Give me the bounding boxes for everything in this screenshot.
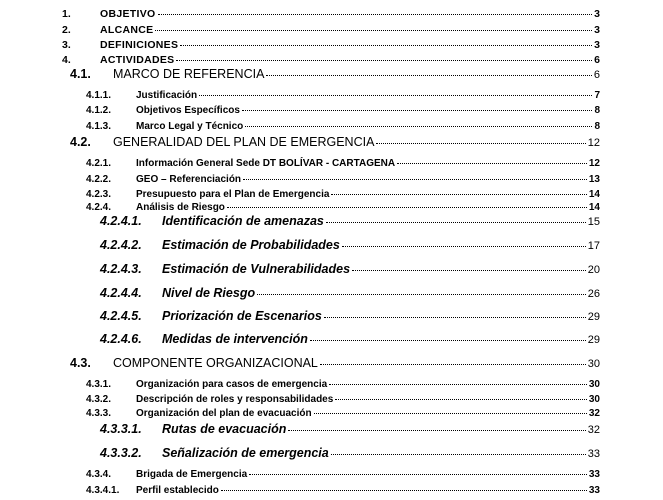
- dot-leader: [227, 207, 587, 208]
- toc-entry-page-number: 30: [588, 379, 600, 390]
- toc-entry[interactable]: [86, 408, 600, 419]
- toc-entry-title[interactable]: Priorización de Escenarios: [162, 309, 322, 323]
- dot-leader: [180, 45, 592, 46]
- toc-entry-page-number: 26: [587, 288, 600, 300]
- toc-entry-number: 4.2.4.3.: [100, 262, 142, 276]
- toc-entry-number: 4.3.4.1.: [86, 485, 120, 496]
- toc-entry-page-number: 33: [588, 485, 600, 496]
- toc-entry-page-number: 6: [593, 69, 600, 81]
- toc-entry[interactable]: [86, 189, 600, 200]
- toc-entry-number: 2.: [62, 24, 71, 36]
- toc-entry-number: 4.2.4.6.: [100, 332, 142, 346]
- toc-entry-title[interactable]: DEFINICIONES: [100, 39, 179, 51]
- toc-entry[interactable]: [86, 121, 600, 132]
- toc-entry-number: 4.3.2.: [86, 394, 112, 405]
- toc-entry-page-number: 8: [594, 105, 600, 116]
- toc-entry-number: 4.2.4.1.: [100, 214, 142, 228]
- dot-leader: [314, 413, 587, 414]
- toc-entry-number: 4.3.: [70, 356, 91, 370]
- dot-leader: [331, 194, 586, 195]
- dot-leader: [324, 317, 586, 318]
- toc-entry[interactable]: [86, 105, 600, 116]
- dot-leader: [352, 270, 586, 271]
- toc-entry[interactable]: [86, 485, 600, 496]
- toc-entry[interactable]: [86, 90, 600, 101]
- toc-entry[interactable]: [62, 54, 600, 66]
- toc-entry[interactable]: [62, 8, 600, 20]
- toc-entry[interactable]: [100, 238, 600, 252]
- dot-leader: [342, 246, 586, 247]
- toc-entry-title[interactable]: Estimación de Probabilidades: [162, 238, 340, 252]
- dot-leader: [155, 30, 592, 31]
- toc-entry-page-number: 7: [594, 90, 600, 101]
- toc-entry-page-number: 14: [588, 189, 600, 200]
- toc-entry-title[interactable]: MARCO DE REFERENCIA: [113, 67, 265, 81]
- dot-leader: [221, 490, 587, 491]
- dot-leader: [243, 179, 587, 180]
- toc-entry[interactable]: [62, 39, 600, 51]
- toc-entry-number: 4.2.: [70, 135, 91, 149]
- toc-entry-title[interactable]: Nivel de Riesgo: [162, 286, 256, 300]
- toc-entry[interactable]: [70, 356, 600, 370]
- dot-leader: [326, 222, 586, 223]
- toc-entry-page-number: 15: [587, 216, 600, 228]
- toc-entry-title[interactable]: GEO – Referenciación: [136, 174, 242, 185]
- dot-leader: [376, 143, 585, 144]
- toc-entry-number: 4.2.4.: [86, 202, 112, 213]
- toc-entry[interactable]: [100, 332, 600, 346]
- toc-entry-number: 4.1.3.: [86, 121, 112, 132]
- toc-entry[interactable]: [86, 394, 600, 405]
- dot-leader: [266, 75, 591, 76]
- toc-entry-page-number: 30: [587, 358, 600, 370]
- dot-leader: [242, 110, 593, 111]
- dot-leader: [176, 60, 592, 61]
- toc-entry[interactable]: [70, 135, 600, 149]
- toc-entry-title[interactable]: Brigada de Emergencia: [136, 469, 248, 480]
- toc-entry[interactable]: [86, 158, 600, 169]
- dot-leader: [329, 384, 587, 385]
- toc-entry-number: 4.2.2.: [86, 174, 112, 185]
- toc-entry-page-number: 30: [588, 394, 600, 405]
- toc-entry-title[interactable]: GENERALIDAD DEL PLAN DE EMERGENCIA: [113, 135, 375, 149]
- toc-entry-page-number: 32: [587, 424, 600, 436]
- toc-entry-title[interactable]: Señalización de emergencia: [162, 446, 329, 460]
- dot-leader: [310, 340, 586, 341]
- toc-entry-title[interactable]: Descripción de roles y responsabilidades: [136, 394, 334, 405]
- toc-entry[interactable]: [100, 446, 600, 460]
- toc-entry-number: 4.1.1.: [86, 90, 112, 101]
- toc-entry-page-number: 14: [588, 202, 600, 213]
- toc-entry-title[interactable]: Marco Legal y Técnico: [136, 121, 244, 132]
- toc-entry-title[interactable]: Estimación de Vulnerabilidades: [162, 262, 351, 276]
- toc-entry-number: 4.2.1.: [86, 158, 112, 169]
- toc-entry-number: 4.3.3.1.: [100, 422, 142, 436]
- toc-entry-page-number: 17: [587, 240, 600, 252]
- toc-entry-title[interactable]: Justificación: [136, 90, 198, 101]
- toc-entry-title[interactable]: ACTIVIDADES: [100, 54, 175, 66]
- toc-entry-title[interactable]: Presupuesto para el Plan de Emergencia: [136, 189, 330, 200]
- toc-entry-number: 3.: [62, 39, 71, 51]
- toc-entry[interactable]: [62, 24, 600, 36]
- toc-entry-title[interactable]: Rutas de evacuación: [162, 422, 287, 436]
- toc-entry-page-number: 8: [594, 121, 600, 132]
- toc-entry-title[interactable]: Organización del plan de evacuación: [136, 408, 312, 419]
- toc-entry-number: 4.1.2.: [86, 105, 112, 116]
- toc-entry-page-number: 20: [587, 264, 600, 276]
- toc-entry-title[interactable]: Información General Sede DT BOLÍVAR - CARTAGENA: [136, 158, 396, 169]
- toc-entry-number: 4.2.4.5.: [100, 309, 142, 323]
- toc-entry-title[interactable]: Identificación de amenazas: [162, 214, 324, 228]
- toc-entry-page-number: 12: [588, 158, 600, 169]
- dot-leader: [249, 474, 587, 475]
- dot-leader: [199, 95, 592, 96]
- toc-entry-page-number: 32: [588, 408, 600, 419]
- toc-entry-number: 4.: [62, 54, 71, 66]
- toc-entry-page-number: 33: [588, 469, 600, 480]
- toc-entry-title[interactable]: Objetivos Específicos: [136, 105, 240, 116]
- toc-entry-page-number: 33: [587, 448, 600, 460]
- dot-leader: [397, 163, 587, 164]
- toc-entry-title[interactable]: Análisis de Riesgo: [136, 202, 225, 213]
- toc-entry-page-number: 29: [587, 334, 600, 346]
- toc-entry-title[interactable]: Organización para casos de emergencia: [136, 379, 328, 390]
- toc-entry-number: 4.1.: [70, 67, 91, 81]
- toc-entry-page-number: 12: [587, 137, 600, 149]
- toc-entry[interactable]: [86, 379, 600, 390]
- toc-entry[interactable]: [100, 309, 600, 323]
- toc-entry-title[interactable]: COMPONENTE ORGANIZACIONAL: [113, 356, 318, 370]
- dot-leader: [288, 430, 585, 431]
- toc-entry-title[interactable]: ALCANCE: [100, 24, 154, 36]
- toc-entry-number: 4.2.4.2.: [100, 238, 142, 252]
- dot-leader: [320, 364, 586, 365]
- toc-entry-number: 4.3.4.: [86, 469, 112, 480]
- toc-entry-page-number: 29: [587, 311, 600, 323]
- toc-entry-page-number: 3: [594, 39, 600, 51]
- dot-leader: [158, 14, 593, 15]
- dot-leader: [257, 294, 586, 295]
- dot-leader: [245, 126, 592, 127]
- toc-entry-number: 4.3.1.: [86, 379, 112, 390]
- toc-entry[interactable]: [100, 422, 600, 436]
- toc-entry-page-number: 3: [594, 8, 600, 20]
- toc-entry[interactable]: [86, 174, 600, 185]
- toc-entry[interactable]: [100, 214, 600, 228]
- dot-leader: [331, 454, 586, 455]
- toc-entry-title[interactable]: Perfil establecido: [136, 485, 219, 496]
- toc-entry-number: 4.2.3.: [86, 189, 112, 200]
- toc-entry-page-number: 3: [594, 24, 600, 36]
- dot-leader: [335, 399, 587, 400]
- toc-entry-number: 4.2.4.4.: [100, 286, 142, 300]
- toc-entry[interactable]: [86, 202, 600, 213]
- toc-entry-page-number: 13: [588, 174, 600, 185]
- toc-entry-title[interactable]: OBJETIVO: [100, 8, 156, 20]
- toc-entry[interactable]: [100, 262, 600, 276]
- toc-entry-page-number: 6: [594, 54, 600, 66]
- toc-entry[interactable]: [86, 469, 600, 480]
- toc-entry-number: 4.3.3.2.: [100, 446, 142, 460]
- toc-entry-title[interactable]: Medidas de intervención: [162, 332, 308, 346]
- toc-entry-number: 4.3.3.: [86, 408, 112, 419]
- toc-entry[interactable]: [100, 286, 600, 300]
- toc-entry[interactable]: [70, 67, 600, 81]
- toc-entry-number: 1.: [62, 8, 71, 20]
